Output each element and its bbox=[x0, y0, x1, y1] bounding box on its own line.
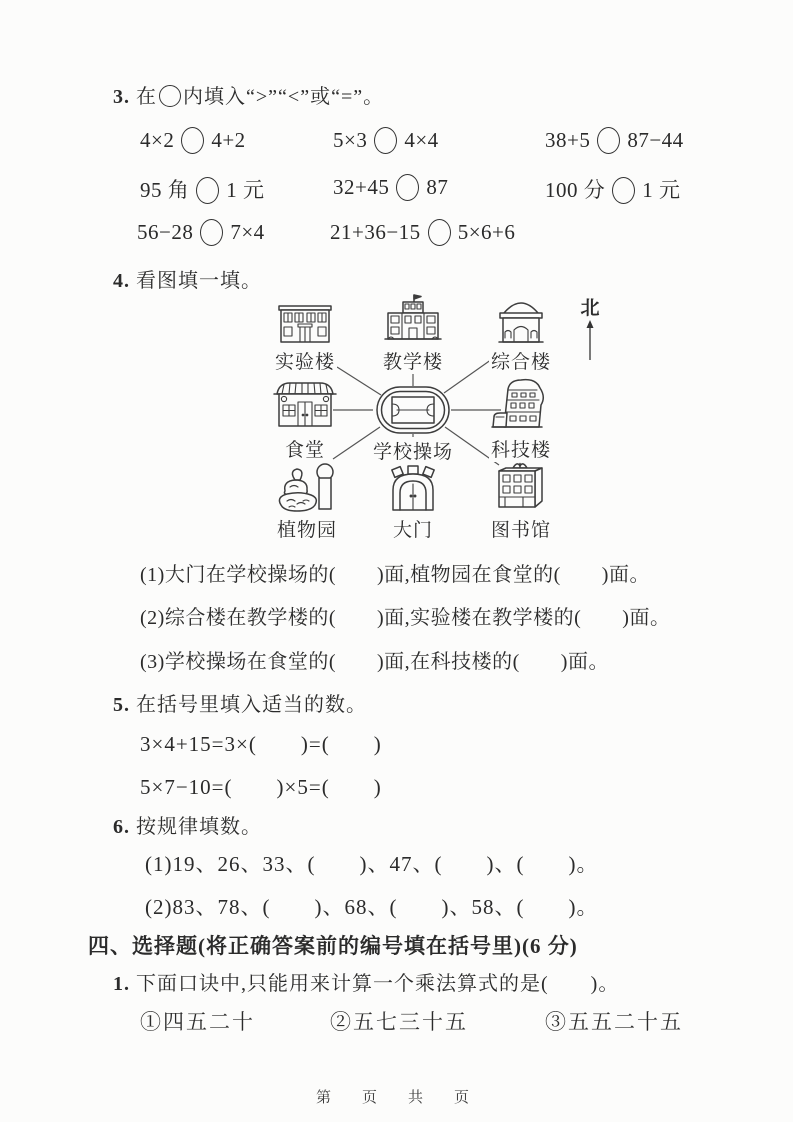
map-location-canteen bbox=[253, 379, 357, 462]
question-4-title: 看图填一填。 bbox=[136, 270, 262, 292]
main-gate-icon bbox=[385, 465, 441, 513]
map-location-comprehensive bbox=[471, 301, 571, 374]
expression-right: 4×4 bbox=[404, 128, 439, 152]
north-arrow-icon bbox=[583, 320, 597, 362]
question-5-line-2: 5×7−10=( )×5=( ) bbox=[140, 775, 382, 799]
question-4-sub-1: (1)大门在学校操场的( )面,植物园在食堂的( )面。 bbox=[140, 564, 650, 586]
answer-circle bbox=[196, 177, 219, 204]
question-4-number: 4. bbox=[113, 270, 130, 292]
answer-circle bbox=[200, 219, 223, 246]
question-5-number: 5. bbox=[113, 694, 130, 716]
question-4-header bbox=[113, 264, 262, 293]
expression-left: 38+5 bbox=[545, 128, 591, 152]
north-indicator bbox=[575, 293, 605, 367]
expression-left: 4×2 bbox=[140, 128, 175, 152]
comparison-item bbox=[545, 174, 681, 204]
question-3-number: 3. bbox=[113, 86, 130, 108]
expression-left: 32+45 bbox=[333, 175, 390, 199]
location-label: 植物园 bbox=[275, 515, 339, 542]
question-3-title-prefix: 在 bbox=[136, 86, 157, 108]
section-4-question-1-number: 1. bbox=[113, 973, 130, 995]
comparison-item bbox=[545, 127, 684, 154]
page-footer: 第 页 共 页 bbox=[315, 1090, 477, 1106]
location-label: 大门 bbox=[391, 515, 435, 542]
option-2: ②五七三十五 bbox=[330, 1010, 468, 1034]
library-icon bbox=[493, 459, 549, 513]
location-label: 图书馆 bbox=[489, 515, 553, 542]
option-3: ③五五二十五 bbox=[545, 1010, 683, 1034]
question-3-header bbox=[113, 80, 384, 109]
expression-left: 95 角 bbox=[140, 178, 190, 202]
answer-circle bbox=[374, 127, 397, 154]
question-4-sub-2: (2)综合楼在教学楼的( )面,实验楼在教学楼的( )面。 bbox=[140, 607, 671, 629]
question-4-sub-3: (3)学校操场在食堂的( )面,在科技楼的( )面。 bbox=[140, 651, 609, 673]
section-4-question-1 bbox=[113, 967, 619, 996]
map-location-garden bbox=[255, 461, 359, 542]
expression-left: 56−28 bbox=[137, 220, 194, 244]
location-label: 实验楼 bbox=[273, 347, 337, 374]
answer-circle bbox=[597, 127, 620, 154]
lab-building-icon bbox=[276, 299, 334, 345]
question-6-line-1: (1)19、26、33、( )、47、( )、( )。 bbox=[145, 852, 599, 876]
location-label: 科技楼 bbox=[489, 435, 553, 462]
playground-icon bbox=[375, 385, 451, 435]
section-4-header: 四、选择题(将正确答案前的编号填在括号里)(6 分) bbox=[88, 934, 578, 958]
canteen-icon bbox=[273, 379, 337, 433]
map-location-lab bbox=[255, 299, 355, 374]
question-3-title-suffix: 内填入“>”“<”或“=”。 bbox=[183, 86, 385, 108]
location-label: 食堂 bbox=[283, 435, 327, 462]
comprehensive-building-icon bbox=[494, 301, 548, 345]
expression-right: 7×4 bbox=[230, 220, 265, 244]
map-location-teaching bbox=[363, 293, 463, 374]
section-4-question-1-text: 下面口诀中,只能用来计算一个乘法算式的是( )。 bbox=[136, 973, 620, 995]
location-label: 综合楼 bbox=[489, 347, 553, 374]
option-1: ①四五二十 bbox=[140, 1010, 255, 1034]
question-6-title: 按规律填数。 bbox=[136, 816, 262, 838]
question-6-header bbox=[113, 810, 262, 839]
blank-circle-icon bbox=[159, 85, 181, 107]
expression-right: 1 元 bbox=[226, 178, 265, 202]
map-location-gate bbox=[363, 465, 463, 542]
comparison-item bbox=[330, 219, 515, 246]
expression-right: 5×6+6 bbox=[457, 220, 516, 244]
question-6-line-2: (2)83、78、( )、68、( )、58、( )。 bbox=[145, 895, 599, 919]
botanical-garden-icon bbox=[275, 461, 339, 513]
map-location-playground bbox=[357, 385, 469, 464]
expression-left: 5×3 bbox=[333, 128, 368, 152]
question-5-line-1: 3×4+15=3×( )=( ) bbox=[140, 732, 382, 756]
answer-circle bbox=[428, 219, 451, 246]
expression-left: 100 分 bbox=[545, 178, 606, 202]
expression-right: 1 元 bbox=[642, 178, 681, 202]
expression-right: 87 bbox=[426, 175, 449, 199]
comparison-item bbox=[140, 174, 265, 204]
teaching-building-icon bbox=[384, 293, 442, 345]
school-map-diagram bbox=[253, 293, 653, 557]
question-5-title: 在括号里填入适当的数。 bbox=[136, 694, 367, 716]
location-label: 学校操场 bbox=[371, 437, 455, 464]
question-5-header bbox=[113, 688, 367, 717]
map-location-scitech bbox=[469, 375, 573, 462]
expression-right: 4+2 bbox=[211, 128, 246, 152]
comparison-item bbox=[333, 127, 439, 154]
answer-circle bbox=[181, 127, 204, 154]
map-location-library bbox=[471, 459, 571, 542]
expression-right: 87−44 bbox=[627, 128, 684, 152]
location-label: 教学楼 bbox=[381, 347, 445, 374]
comparison-item bbox=[333, 174, 448, 201]
comparison-item bbox=[137, 219, 265, 246]
scitech-building-icon bbox=[490, 375, 552, 433]
comparison-item bbox=[140, 127, 246, 154]
answer-circle bbox=[612, 177, 635, 204]
answer-circle bbox=[396, 174, 419, 201]
expression-left: 21+36−15 bbox=[330, 220, 421, 244]
question-6-number: 6. bbox=[113, 816, 130, 838]
north-label: 北 bbox=[580, 298, 600, 319]
